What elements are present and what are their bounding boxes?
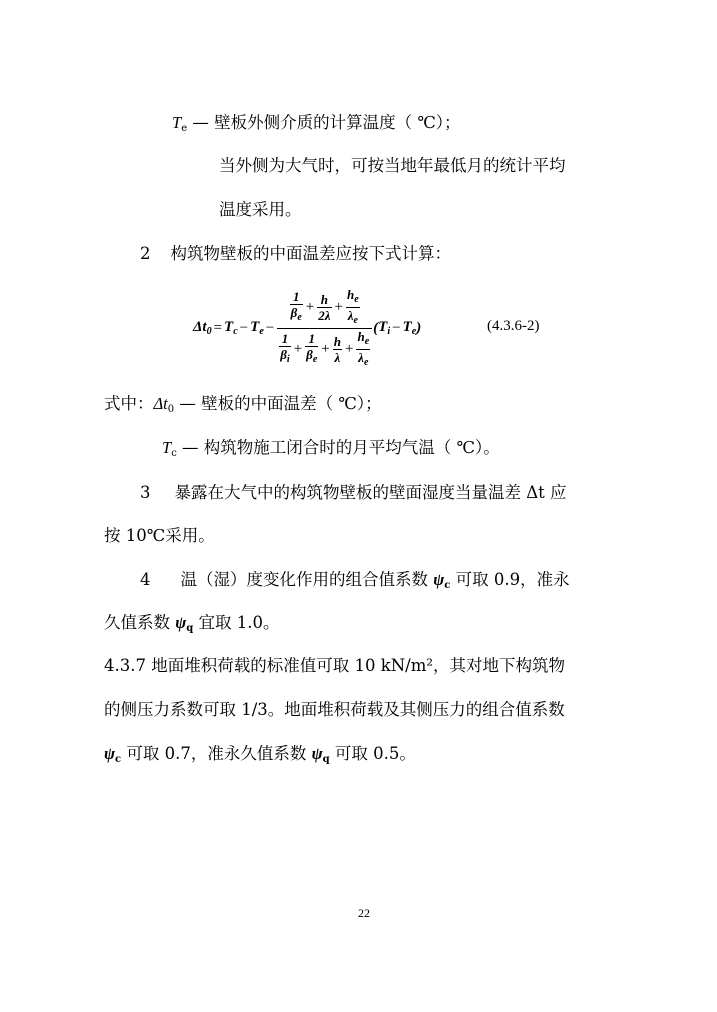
eq-ti-sub: i bbox=[387, 326, 391, 337]
te-symbol: T bbox=[172, 113, 182, 132]
eq-ti bbox=[378, 319, 390, 337]
eq-h-2: h bbox=[333, 333, 341, 349]
item-3-line-2: 按 10℃采用。 bbox=[104, 526, 215, 545]
item-3-line-1 bbox=[140, 482, 567, 504]
eq-main-numerator bbox=[288, 287, 362, 328]
eq-frac-1-over-beta-e-2 bbox=[305, 331, 318, 367]
section-4-3-7-line-2: 的侧压力系数可取 1/3。地面堆积荷载及其侧压力的组合值系数 bbox=[104, 700, 565, 719]
item-4-line-2 bbox=[104, 612, 280, 640]
eq-beta-2: β bbox=[280, 347, 287, 362]
s437-text-d: 可取 0.5。 bbox=[329, 744, 416, 763]
eq-tc bbox=[224, 319, 238, 337]
eq-plus-1: + bbox=[305, 299, 315, 315]
eq-lambda-e bbox=[347, 308, 359, 328]
eq-den-beta-i bbox=[279, 347, 290, 367]
eq-beta-e-sub: e bbox=[297, 312, 302, 323]
tc-sub: c bbox=[171, 448, 177, 459]
eq-plus-4: + bbox=[321, 341, 330, 357]
psi-q-symbol-2: ψ bbox=[311, 744, 323, 763]
psi-c-sub: c bbox=[444, 580, 451, 591]
eq-he-sub: e bbox=[354, 293, 359, 305]
delta-t0-desc: — 壁板的中面温差（ ℃）； bbox=[174, 394, 382, 413]
te-definition bbox=[172, 112, 461, 140]
section-4-3-7-line-3 bbox=[104, 743, 416, 771]
eq-he bbox=[346, 287, 360, 307]
psi-q-sub: q bbox=[186, 623, 194, 634]
te-subscript: e bbox=[181, 123, 188, 134]
eq-te-symbol: T bbox=[250, 319, 260, 335]
eq-tc-symbol: T bbox=[224, 319, 234, 335]
eq-plus-3: + bbox=[293, 341, 303, 357]
equation-label: (4.3.6-2) bbox=[487, 318, 540, 334]
item-2 bbox=[140, 243, 451, 265]
eq-te-sub: e bbox=[259, 326, 264, 337]
eq-rparen: ) bbox=[416, 319, 422, 336]
eq-frac-he-over-lambda-e-2 bbox=[356, 329, 370, 370]
eq-beta-i-sub: i bbox=[286, 354, 290, 365]
eq-beta-e-sub-2: e bbox=[312, 354, 318, 365]
tc-definition bbox=[162, 437, 500, 465]
eq-he-symbol: h bbox=[347, 286, 355, 302]
eq-den-beta-e-2 bbox=[305, 347, 318, 367]
te-description: — 壁板外侧介质的计算温度（ ℃）； bbox=[187, 113, 461, 132]
eq-delta-t: Δt bbox=[193, 319, 207, 335]
tc-symbol: T bbox=[162, 438, 172, 457]
te-note-line-1: 当外侧为大气时，可按当地年最低月的统计平均 bbox=[219, 156, 566, 175]
eq-h: h bbox=[320, 291, 329, 307]
eq-frac-h-over-2lambda bbox=[317, 292, 331, 323]
eq-lambda-e-2 bbox=[357, 350, 369, 370]
eq-te bbox=[250, 319, 264, 337]
where-prefix: 式中： bbox=[104, 394, 154, 413]
item-4-text-b: 可取 0.9，准永 bbox=[450, 570, 570, 589]
eq-beta: β bbox=[290, 305, 298, 320]
eq-te-2 bbox=[403, 319, 417, 337]
te-note-line-2: 温度采用。 bbox=[219, 200, 302, 219]
eq-plus-2: + bbox=[334, 299, 344, 315]
eq-he-sub-2: e bbox=[364, 335, 370, 347]
eq-2lambda: 2λ bbox=[318, 307, 331, 323]
psi-c-sub-2: c bbox=[115, 754, 122, 765]
item-4-line-1 bbox=[140, 569, 570, 597]
eq-frac-he-over-lambda-e bbox=[346, 287, 360, 328]
eq-num-one-2: 1 bbox=[281, 331, 289, 346]
eq-frac-1-over-beta-i bbox=[279, 331, 290, 367]
where-line bbox=[104, 393, 382, 421]
eq-te-sub-2: e bbox=[411, 326, 417, 337]
item-4-number: 4 bbox=[140, 570, 151, 589]
eq-lhs bbox=[193, 319, 212, 337]
eq-equals: = bbox=[213, 319, 223, 336]
eq-den-beta-e bbox=[290, 305, 303, 325]
item-3-text-1: 暴露在大气中的构筑物壁板的壁面湿度当量温差 Δt 应 bbox=[174, 483, 567, 502]
delta-t0-sub: 0 bbox=[167, 404, 175, 415]
section-4-3-7-line-1: 4.3.7 地面堆积荷载的标准值可取 10 kN/m²，其对地下构筑物 bbox=[104, 656, 565, 675]
eq-lhs-sub: 0 bbox=[206, 326, 212, 337]
equation-4-3-6-2 bbox=[193, 283, 613, 373]
psi-c-symbol: ψ bbox=[433, 570, 445, 589]
psi-q-sub-2: q bbox=[322, 754, 330, 765]
eq-minus-2: − bbox=[265, 319, 275, 336]
eq-minus-3: − bbox=[392, 319, 401, 336]
item-2-number: 2 bbox=[140, 244, 151, 263]
psi-c-symbol-2: ψ bbox=[104, 744, 116, 763]
eq-frac-h-over-lambda bbox=[333, 334, 342, 365]
eq-lambda-e-symbol-2: λ bbox=[358, 349, 364, 365]
eq-lambda: λ bbox=[334, 349, 341, 365]
eq-minus-1: − bbox=[239, 319, 249, 336]
eq-lambda-e-sub: e bbox=[353, 314, 358, 326]
eq-tc-sub: c bbox=[233, 326, 238, 337]
eq-main-fraction bbox=[277, 287, 372, 370]
psi-q-symbol: ψ bbox=[175, 613, 187, 632]
tc-desc: — 构筑物施工闭合时的月平均气温（ ℃）。 bbox=[176, 438, 500, 457]
eq-frac-1-over-beta-e bbox=[290, 289, 303, 325]
page-number: 22 bbox=[358, 906, 370, 920]
eq-num-one: 1 bbox=[292, 289, 300, 304]
eq-plus-5: + bbox=[344, 341, 354, 357]
eq-ti-symbol: T bbox=[378, 319, 388, 335]
eq-he-symbol-2: h bbox=[357, 328, 365, 344]
eq-beta-3: β bbox=[306, 347, 313, 362]
item-3-number: 3 bbox=[140, 483, 151, 502]
eq-main-denominator bbox=[277, 329, 372, 370]
eq-lparen: ( bbox=[373, 319, 379, 336]
s437-text-c: 可取 0.7，准永久值系数 bbox=[121, 744, 312, 763]
eq-num-one-3: 1 bbox=[308, 331, 315, 346]
item-4-text-d: 宜取 1.0。 bbox=[193, 613, 280, 632]
eq-lambda-e-symbol: λ bbox=[347, 307, 354, 323]
eq-he-2 bbox=[356, 329, 370, 349]
item-4-text-c: 久值系数 bbox=[104, 613, 176, 632]
item-2-text: 构筑物壁板的中面温差应按下式计算： bbox=[170, 244, 451, 263]
item-4-text-a: 温（湿）度变化作用的组合值系数 bbox=[180, 570, 434, 589]
eq-lambda-e-sub-2: e bbox=[363, 356, 369, 368]
eq-te-symbol-2: T bbox=[402, 319, 412, 335]
delta-t0-symbol: Δt bbox=[153, 394, 168, 413]
